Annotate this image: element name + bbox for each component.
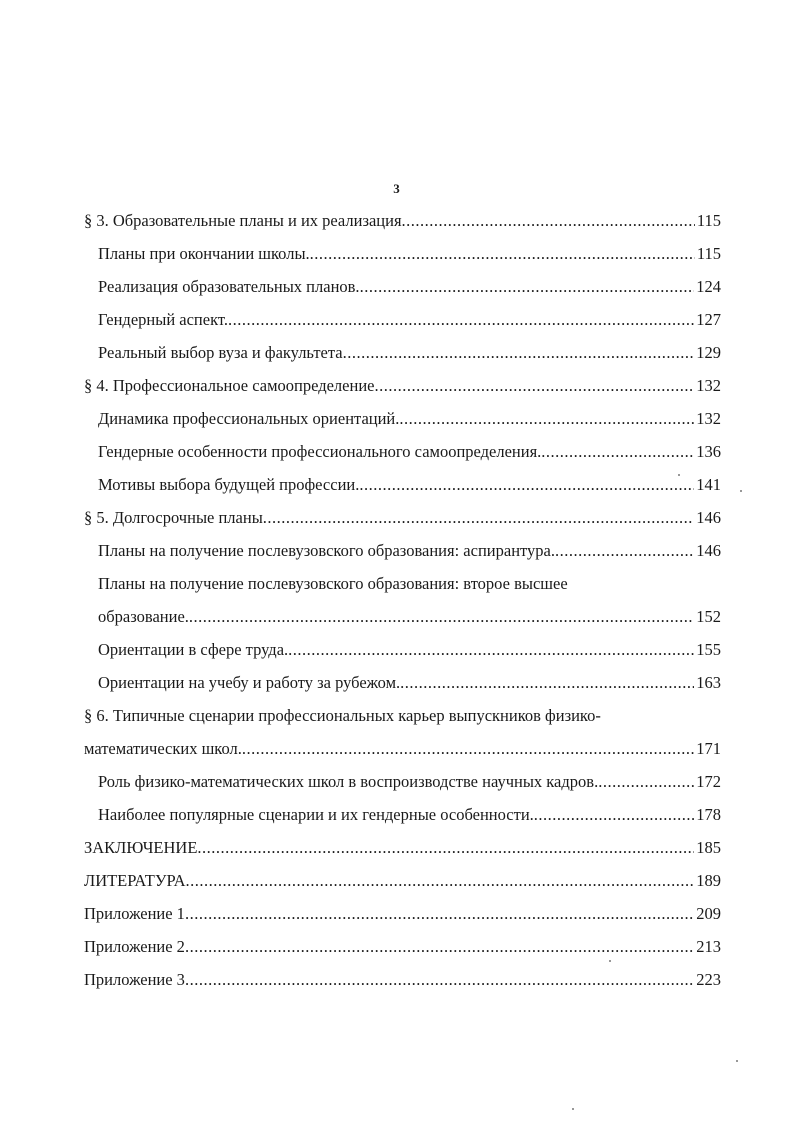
toc-leader-dots [228,303,694,336]
toc-leader-dots [598,765,694,798]
toc-entry-title: Планы на получение послевузовского образования: второе высшее [98,574,568,593]
toc-entry-page: 129 [696,343,721,362]
toc-entry [84,765,721,798]
toc-leader-dots [402,204,695,237]
toc-entry [84,303,721,336]
toc-leader-dots [185,897,694,930]
toc-entry [84,930,721,963]
toc-entry-title: § 4. Профессиональное самоопределение [84,376,375,395]
toc-entry-title-continuation: образование. [98,607,189,626]
toc-leader-dots [400,666,694,699]
toc-entry [84,897,721,930]
toc-entry-page: 124 [696,277,721,296]
toc-entry-page: 209 [696,904,721,923]
toc-entry-title: Приложение 2 [84,937,185,956]
toc-entry-page: 178 [696,805,721,824]
toc-entry-page: 189 [696,871,721,890]
toc-entry-title: § 3. Образовательные планы и их реализация [84,211,402,230]
toc-entry [84,699,721,732]
toc-leader-dots [360,270,695,303]
page-number: 3 [393,181,400,196]
toc-leader-dots [263,501,694,534]
toc-entry-title: Роль физико-математических школ в воспроизводстве научных кадров. [98,772,599,791]
table-of-contents [84,204,721,996]
toc-entry-page: 223 [696,970,721,989]
toc-entry-page: 132 [696,409,721,428]
toc-entry-title: Приложение 3 [84,970,185,989]
toc-leader-dots [534,798,694,831]
toc-leader-dots [189,600,694,633]
toc-entry-title: § 5. Долгосрочные планы [84,508,263,527]
toc-entry-page: 146 [696,508,721,527]
toc-leader-dots [541,435,694,468]
toc-leader-dots [185,963,694,996]
toc-entry-title-continuation: математических школ. [84,739,242,758]
toc-entry [84,501,721,534]
scan-speck [678,474,680,476]
toc-entry-page: 146 [696,541,721,560]
toc-entry [84,435,721,468]
toc-entry-continuation [84,600,721,633]
toc-entry [84,963,721,996]
toc-entry-title: Реальный выбор вуза и факультета [98,343,343,362]
toc-entry-title: Гендерные особенности профессионального самоопределения. [98,442,542,461]
toc-entry-title: Приложение 1 [84,904,185,923]
toc-entry-page: 127 [696,310,721,329]
toc-entry-title: Планы на получение послевузовского образования: аспирантура. [98,541,555,560]
toc-entry-page: 141 [696,475,721,494]
toc-entry [84,270,721,303]
toc-entry-page: 171 [696,739,721,758]
toc-leader-dots [185,930,694,963]
scan-speck [609,960,611,962]
toc-leader-dots [186,864,695,897]
toc-entry [84,633,721,666]
toc-entry-page: 115 [696,211,721,230]
toc-entry-page: 136 [696,442,721,461]
toc-leader-dots [197,831,694,864]
toc-entry [84,798,721,831]
toc-leader-dots [555,534,694,567]
toc-entry-page: 132 [696,376,721,395]
toc-entry-page: 115 [696,244,721,263]
toc-entry [84,666,721,699]
toc-entry-page: 213 [696,937,721,956]
toc-entry [84,468,721,501]
toc-entry-title: Мотивы выбора будущей профессии. [98,475,360,494]
toc-entry-page: 152 [696,607,721,626]
toc-leader-dots [374,369,694,402]
toc-entry [84,204,721,237]
toc-entry-title: Гендерный аспект. [98,310,228,329]
toc-entry [84,336,721,369]
toc-entry [84,567,721,600]
toc-entry [84,237,721,270]
toc-entry-title: § 6. Типичные сценарии профессиональных карьер выпускников физико- [84,706,601,725]
toc-entry-title: Планы при окончании школы. [98,244,310,263]
toc-entry-page: 185 [696,838,721,857]
toc-leader-dots [399,402,694,435]
toc-entry-title: Динамика профессиональных ориентаций. [98,409,400,428]
toc-entry [84,831,721,864]
toc-entry-title: Реализация образовательных планов. [98,277,360,296]
scan-speck [572,1108,574,1110]
toc-entry [84,369,721,402]
toc-entry-title: ЗАКЛЮЧЕНИЕ [84,838,198,857]
toc-entry-title: Ориентации на учебу и работу за рубежом. [98,673,401,692]
toc-entry-title: Наиболее популярные сценарии и их гендерные особенности. [98,805,534,824]
toc-entry-page: 155 [696,640,721,659]
toc-entry-page: 163 [696,673,721,692]
toc-leader-dots [242,732,694,765]
toc-entry [84,534,721,567]
toc-entry-continuation [84,732,721,765]
toc-leader-dots [359,468,694,501]
toc-entry-page: 172 [696,772,721,791]
toc-entry-title: ЛИТЕРАТУРА [84,871,186,890]
toc-entry [84,402,721,435]
toc-leader-dots [288,633,694,666]
toc-leader-dots [343,336,695,369]
scan-speck [736,1060,738,1062]
toc-entry-title: Ориентации в сфере труда. [98,640,289,659]
scan-speck [740,490,742,492]
toc-leader-dots [310,237,695,270]
toc-entry [84,864,721,897]
